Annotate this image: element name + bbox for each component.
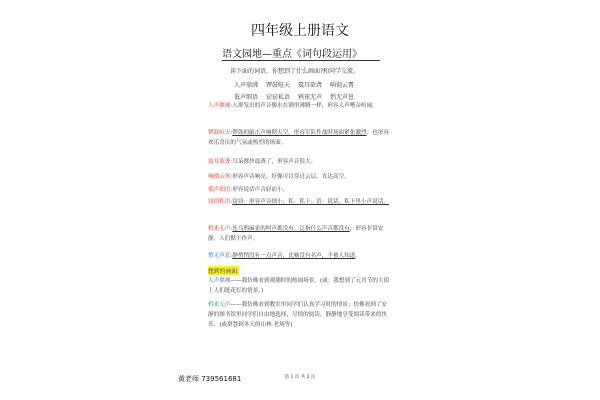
page-number: 第 1 页 共 2 页 [284,375,316,380]
phrase-item: 鸦雀无声 [298,94,323,101]
definition-entry [208,101,390,111]
definition-entry [208,224,390,244]
phrase-item: 响彻云霄 [330,82,355,89]
entry-text: 窃窃：形容声音细小；私：私下；语：说话。私下里小声说话。 [232,199,389,205]
definition-entry [208,185,390,195]
phrase-row-2 [0,92,600,100]
entry-term: 鸦雀无声 [208,302,231,308]
entry-term: 响彻云霄: [208,174,233,180]
entry-text: 形容声音响亮，好像可以穿过云层，直达高空。 [232,174,350,180]
subtitle-underline [222,60,380,61]
definition-entry [208,300,390,330]
phrase-row-1 [0,80,600,88]
entry-text: ，形容非常安静，人们默不作声。 [208,226,384,242]
entry-text: 形容说话声音轻而小。 [232,187,289,193]
section-subtitle: 语文园地—重点《词句段运用》 [222,49,362,60]
entry-text: ——我仿佛看到观潮时的热闹场景。(或：我想到了元宵节的大街上人们逛花灯的情景。) [208,278,390,294]
entry-text: 静悄悄没有一点声音，比喻没有名声，不被人知道 [232,253,356,259]
entry-term: 震耳欲聋: [208,159,233,165]
entry-term: 悄无声息: [208,253,233,259]
entry-term: 窃窃私语: [208,199,233,205]
entry-text: 耳朵都快震聋了，形容声音很大。 [232,159,317,165]
phrase-item: 低声细语 [234,94,259,101]
definition-entry [208,251,390,261]
definition-entry [208,157,390,167]
phrase-item: 悄无声息 [330,94,355,101]
entry-term: 人声鼎沸: [208,103,233,109]
definition-entry [208,128,390,148]
phrase-item: 锣鼓喧天 [266,82,291,89]
definition-entry [208,276,390,296]
entry-text: ——我仿佛看到教室里同学们认真学习时的情景；仿佛看到了安静的图书馆里同学们自由地选择，尽情的阅读，静静地享受阅读带来的快乐。(或群慧到冬天的山林 老场等) [208,302,388,328]
phrase-item: 震耳欲聋 [298,82,323,89]
exercise-instruction: 读下面的词语，你想到了什么画面?和同学交流。 [230,68,360,75]
entry-term: 锣鼓喧天: [208,130,233,136]
entry-term: 人声鼎沸 [208,278,231,284]
teacher-signature: 黄老师 739561681 [178,375,242,383]
definition-entry [208,197,390,207]
page-title: 四年级上册语文 [251,23,349,39]
entry-text: 。 [355,253,361,259]
phrase-item: 人声鼎沸 [234,82,259,89]
entry-term: 低声细语: [208,187,233,193]
entry-text: 连乌鸦麻雀的叫声都没有。泛指什么声音都没有 [232,226,350,232]
think-heading: 想到的画面: [208,266,239,275]
entry-text: ；也形容欢乐喜庆的气氛或热烈的场面。 [208,130,389,146]
entry-term: 鸦雀无声: [208,226,233,232]
entry-text: 人群发出的声音像水在锅里沸腾一样，形容人声嘈杂喧闹。 [232,103,378,109]
definition-entry [208,172,390,182]
phrase-item: 窃窃私语 [266,94,291,101]
entry-text: 锣鼓的敲击声响彻天空。形容军队作战时场面紧张激烈 [232,130,367,136]
